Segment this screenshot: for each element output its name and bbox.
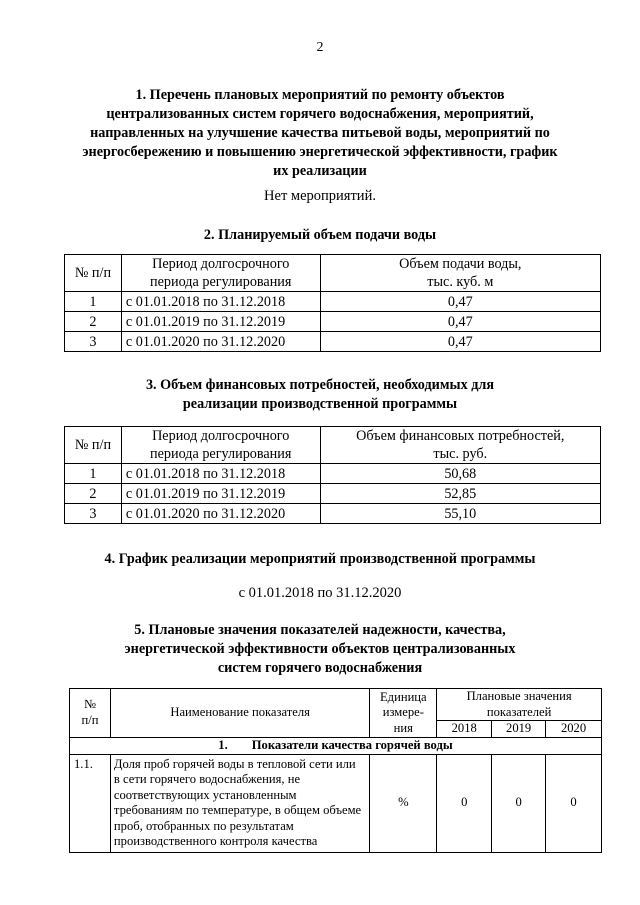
row-no: 3 (65, 332, 122, 352)
header-line: Период долгосрочного (152, 256, 290, 272)
heading-line: энергетической эффективности объектов централизованных (124, 641, 516, 657)
row-period: с 01.01.2018 по 31.12.2018 (121, 292, 320, 312)
row-value-2019: 0 (492, 754, 546, 852)
col-no-header (70, 689, 111, 738)
name-line: проб, отобранных по результатам (113, 818, 294, 833)
header-line: тыс. куб. м (427, 274, 494, 290)
col-planned-header (437, 689, 602, 721)
col-period-header (121, 255, 320, 292)
col-unit-header (370, 689, 437, 738)
section3-heading (60, 376, 580, 414)
col-no-header: № п/п (65, 255, 122, 292)
section4-text: с 01.01.2018 по 31.12.2020 (238, 585, 402, 601)
table-row (70, 754, 602, 852)
group-number: 1. (218, 737, 228, 752)
section5-heading (60, 621, 580, 678)
header-line: Единица (379, 689, 427, 704)
heading-line: реализации производственной программы (182, 396, 458, 412)
row-value-2018: 0 (437, 754, 492, 852)
header-line: Плановые значения (466, 689, 572, 703)
section4-heading: 4. График реализации мероприятий производственной программы (104, 551, 536, 567)
row-value: 52,85 (320, 484, 600, 504)
name-line: требованиям по температуре, в общем объеме (113, 803, 362, 817)
name-line: в сети горячего водоснабжения, не (113, 772, 301, 786)
col-no-header: № п/п (65, 427, 122, 464)
row-value-2020: 0 (546, 754, 602, 852)
header-line: № (83, 697, 96, 712)
table-row (65, 312, 601, 332)
header-line: Период долгосрочного (152, 428, 290, 444)
row-no: 1 (65, 464, 122, 484)
indicators-table (69, 688, 602, 853)
table-row (65, 464, 601, 484)
page-number: 2 (316, 40, 324, 55)
group-title (70, 737, 602, 754)
year-header: 2018 (437, 721, 492, 738)
table-row (65, 332, 601, 352)
section2-heading: 2. Планируемый объем подачи воды (203, 227, 437, 243)
year-header: 2019 (492, 721, 546, 738)
water-volume-table (64, 254, 601, 352)
header-line: показателей (486, 704, 552, 719)
row-no: 2 (65, 312, 122, 332)
row-value: 55,10 (320, 504, 600, 524)
header-line: Объем финансовых потребностей, (356, 428, 565, 444)
header-line: Объем подачи воды, (399, 256, 522, 272)
row-period: с 01.01.2019 по 31.12.2019 (121, 484, 320, 504)
col-volume-header (320, 255, 600, 292)
col-finance-header (320, 427, 600, 464)
row-period: с 01.01.2020 по 31.12.2020 (121, 332, 320, 352)
row-no: 1 (65, 292, 122, 312)
year-header: 2020 (546, 721, 602, 738)
row-value: 0,47 (320, 292, 600, 312)
section1-heading (60, 86, 580, 181)
name-line: соответствующих установленным (113, 787, 297, 802)
header-line: периода регулирования (150, 274, 292, 290)
row-period: с 01.01.2018 по 31.12.2018 (121, 464, 320, 484)
col-period-header (121, 427, 320, 464)
header-line: измере- (382, 705, 424, 719)
header-line: тыс. руб. (433, 446, 488, 462)
group-row (70, 737, 602, 754)
name-line: Доля проб горячей воды в тепловой сети или (113, 756, 356, 771)
table-row (65, 504, 601, 524)
row-name (110, 754, 369, 852)
row-period: с 01.01.2020 по 31.12.2020 (121, 504, 320, 524)
table-row (65, 484, 601, 504)
col-name-header: Наименование показателя (110, 689, 369, 738)
group-label: Показатели качества горячей воды (251, 737, 453, 752)
row-no: 1.1. (70, 754, 111, 852)
table-row (65, 292, 601, 312)
heading-line: направленных на улучшение качества питьевой воды, мероприятий по (90, 125, 550, 141)
row-unit: % (370, 754, 437, 852)
financial-needs-table (64, 426, 601, 524)
row-value: 50,68 (320, 464, 600, 484)
row-value: 0,47 (320, 312, 600, 332)
heading-line: систем горячего водоснабжения (217, 660, 423, 676)
row-no: 2 (65, 484, 122, 504)
heading-line: их реализации (273, 163, 367, 179)
heading-line: централизованных систем горячего водоснабжения, мероприятий, (106, 106, 534, 122)
section1-text: Нет мероприятий. (264, 188, 376, 204)
header-line: п/п (81, 712, 99, 727)
header-line: ния (393, 720, 413, 735)
row-period: с 01.01.2019 по 31.12.2019 (121, 312, 320, 332)
name-line: производственного контроля качества (113, 834, 318, 848)
heading-line: 3. Объем финансовых потребностей, необходимых для (145, 377, 495, 393)
heading-line: 5. Плановые значения показателей надежности, качества, (134, 622, 506, 638)
row-no: 3 (65, 504, 122, 524)
heading-line: энергосбережению и повышению энергетической эффективности, график (82, 144, 558, 160)
heading-line: 1. Перечень плановых мероприятий по ремонту объектов (135, 87, 505, 103)
row-value: 0,47 (320, 332, 600, 352)
header-line: периода регулирования (150, 446, 292, 462)
